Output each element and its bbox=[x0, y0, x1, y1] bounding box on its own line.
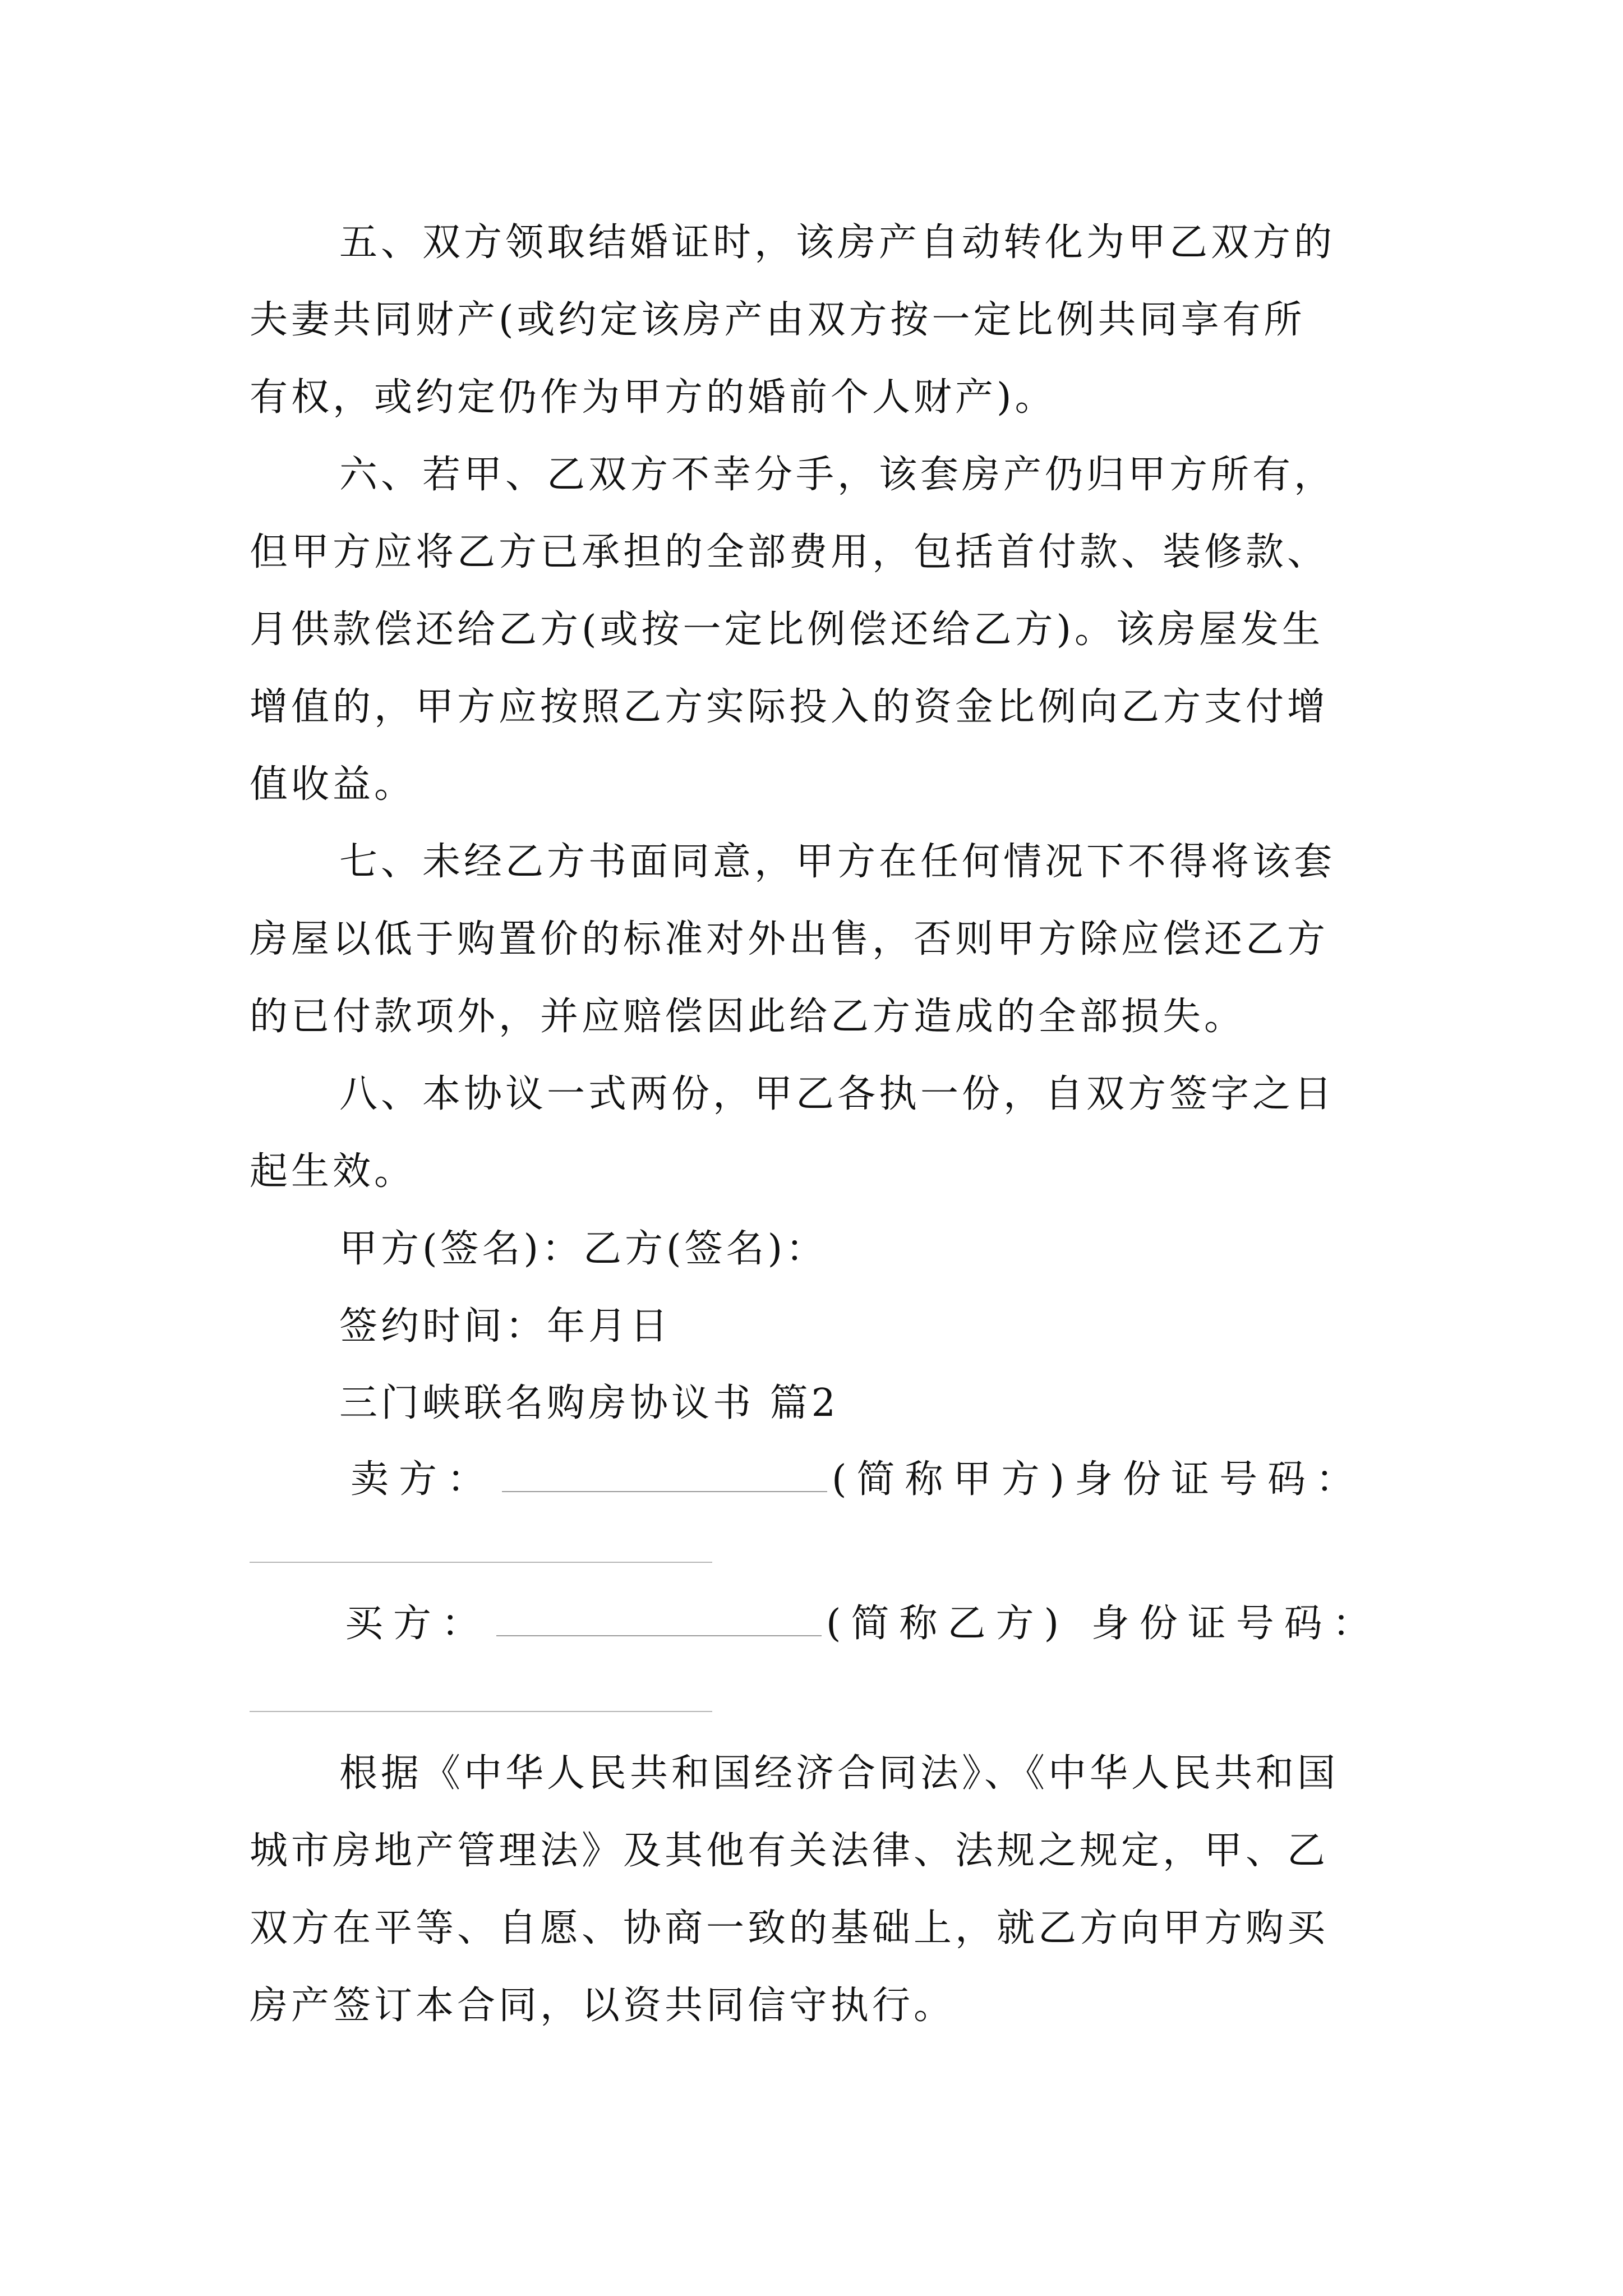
clause-5-line-1: 五、双方领取结婚证时，该房产自动转化为甲乙双方的 bbox=[339, 220, 1336, 265]
seller-id-label: (简称甲方)身份证号码： bbox=[832, 1457, 1364, 1502]
clause-6-line-1: 六、若甲、乙双方不幸分手，该套房产仍归甲方所有， bbox=[339, 453, 1336, 497]
section-title: 三门峡联名购房协议书 篇2 bbox=[339, 1381, 839, 1425]
preamble-line-2: 城市房地产管理法》及其他有关法律、法规之规定，甲、乙 bbox=[250, 1829, 1329, 1873]
buyer-row bbox=[345, 1602, 1381, 1646]
buyer-id-blank[interactable] bbox=[250, 1711, 712, 1712]
preamble-line-3: 双方在平等、自愿、协商一致的基础上，就乙方向甲方购买 bbox=[250, 1906, 1329, 1950]
clause-6-line-5: 值收益。 bbox=[250, 762, 416, 807]
clause-5-line-2: 夫妻共同财产(或约定该房产由双方按一定比例共同享有所 bbox=[250, 298, 1306, 342]
seller-label: 卖方： bbox=[351, 1457, 496, 1502]
seller-row bbox=[351, 1457, 1364, 1502]
clause-7-line-3: 的已付款项外，并应赔偿因此给乙方造成的全部损失。 bbox=[250, 995, 1246, 1039]
clause-6-line-3: 月供款偿还给乙方(或按一定比例偿还给乙方)。该房屋发生 bbox=[250, 608, 1324, 652]
seller-name-blank[interactable] bbox=[502, 1462, 827, 1492]
preamble-line-4: 房产签订本合同，以资共同信守执行。 bbox=[250, 1984, 956, 2028]
seller-id-blank[interactable] bbox=[250, 1562, 712, 1563]
buyer-id-label: (简称乙方) 身份证号码： bbox=[826, 1602, 1381, 1646]
preamble-line-1: 根据《中华人民共和国经济合同法》、《中华人民共和国 bbox=[339, 1751, 1339, 1796]
sign-date-line: 签约时间：年月日 bbox=[339, 1304, 672, 1349]
clause-5-line-3: 有权，或约定仍作为甲方的婚前个人财产)。 bbox=[250, 375, 1057, 420]
clause-8-line-2: 起生效。 bbox=[250, 1149, 416, 1194]
signature-line: 甲方(签名)：乙方(签名)： bbox=[339, 1227, 828, 1271]
buyer-name-blank[interactable] bbox=[496, 1606, 822, 1636]
clause-6-line-4: 增值的，甲方应按照乙方实际投入的资金比例向乙方支付增 bbox=[250, 685, 1329, 729]
buyer-label: 买方： bbox=[345, 1602, 490, 1646]
clause-6-line-2: 但甲方应将乙方已承担的全部费用，包括首付款、装修款、 bbox=[250, 530, 1329, 574]
clause-8-line-1: 八、本协议一式两份，甲乙各执一份，自双方签字之日 bbox=[339, 1072, 1336, 1116]
clause-7-line-2: 房屋以低于购置价的标准对外出售，否则甲方除应偿还乙方 bbox=[250, 917, 1329, 961]
clause-7-line-1: 七、未经乙方书面同意，甲方在任何情况下不得将该套 bbox=[339, 840, 1336, 884]
